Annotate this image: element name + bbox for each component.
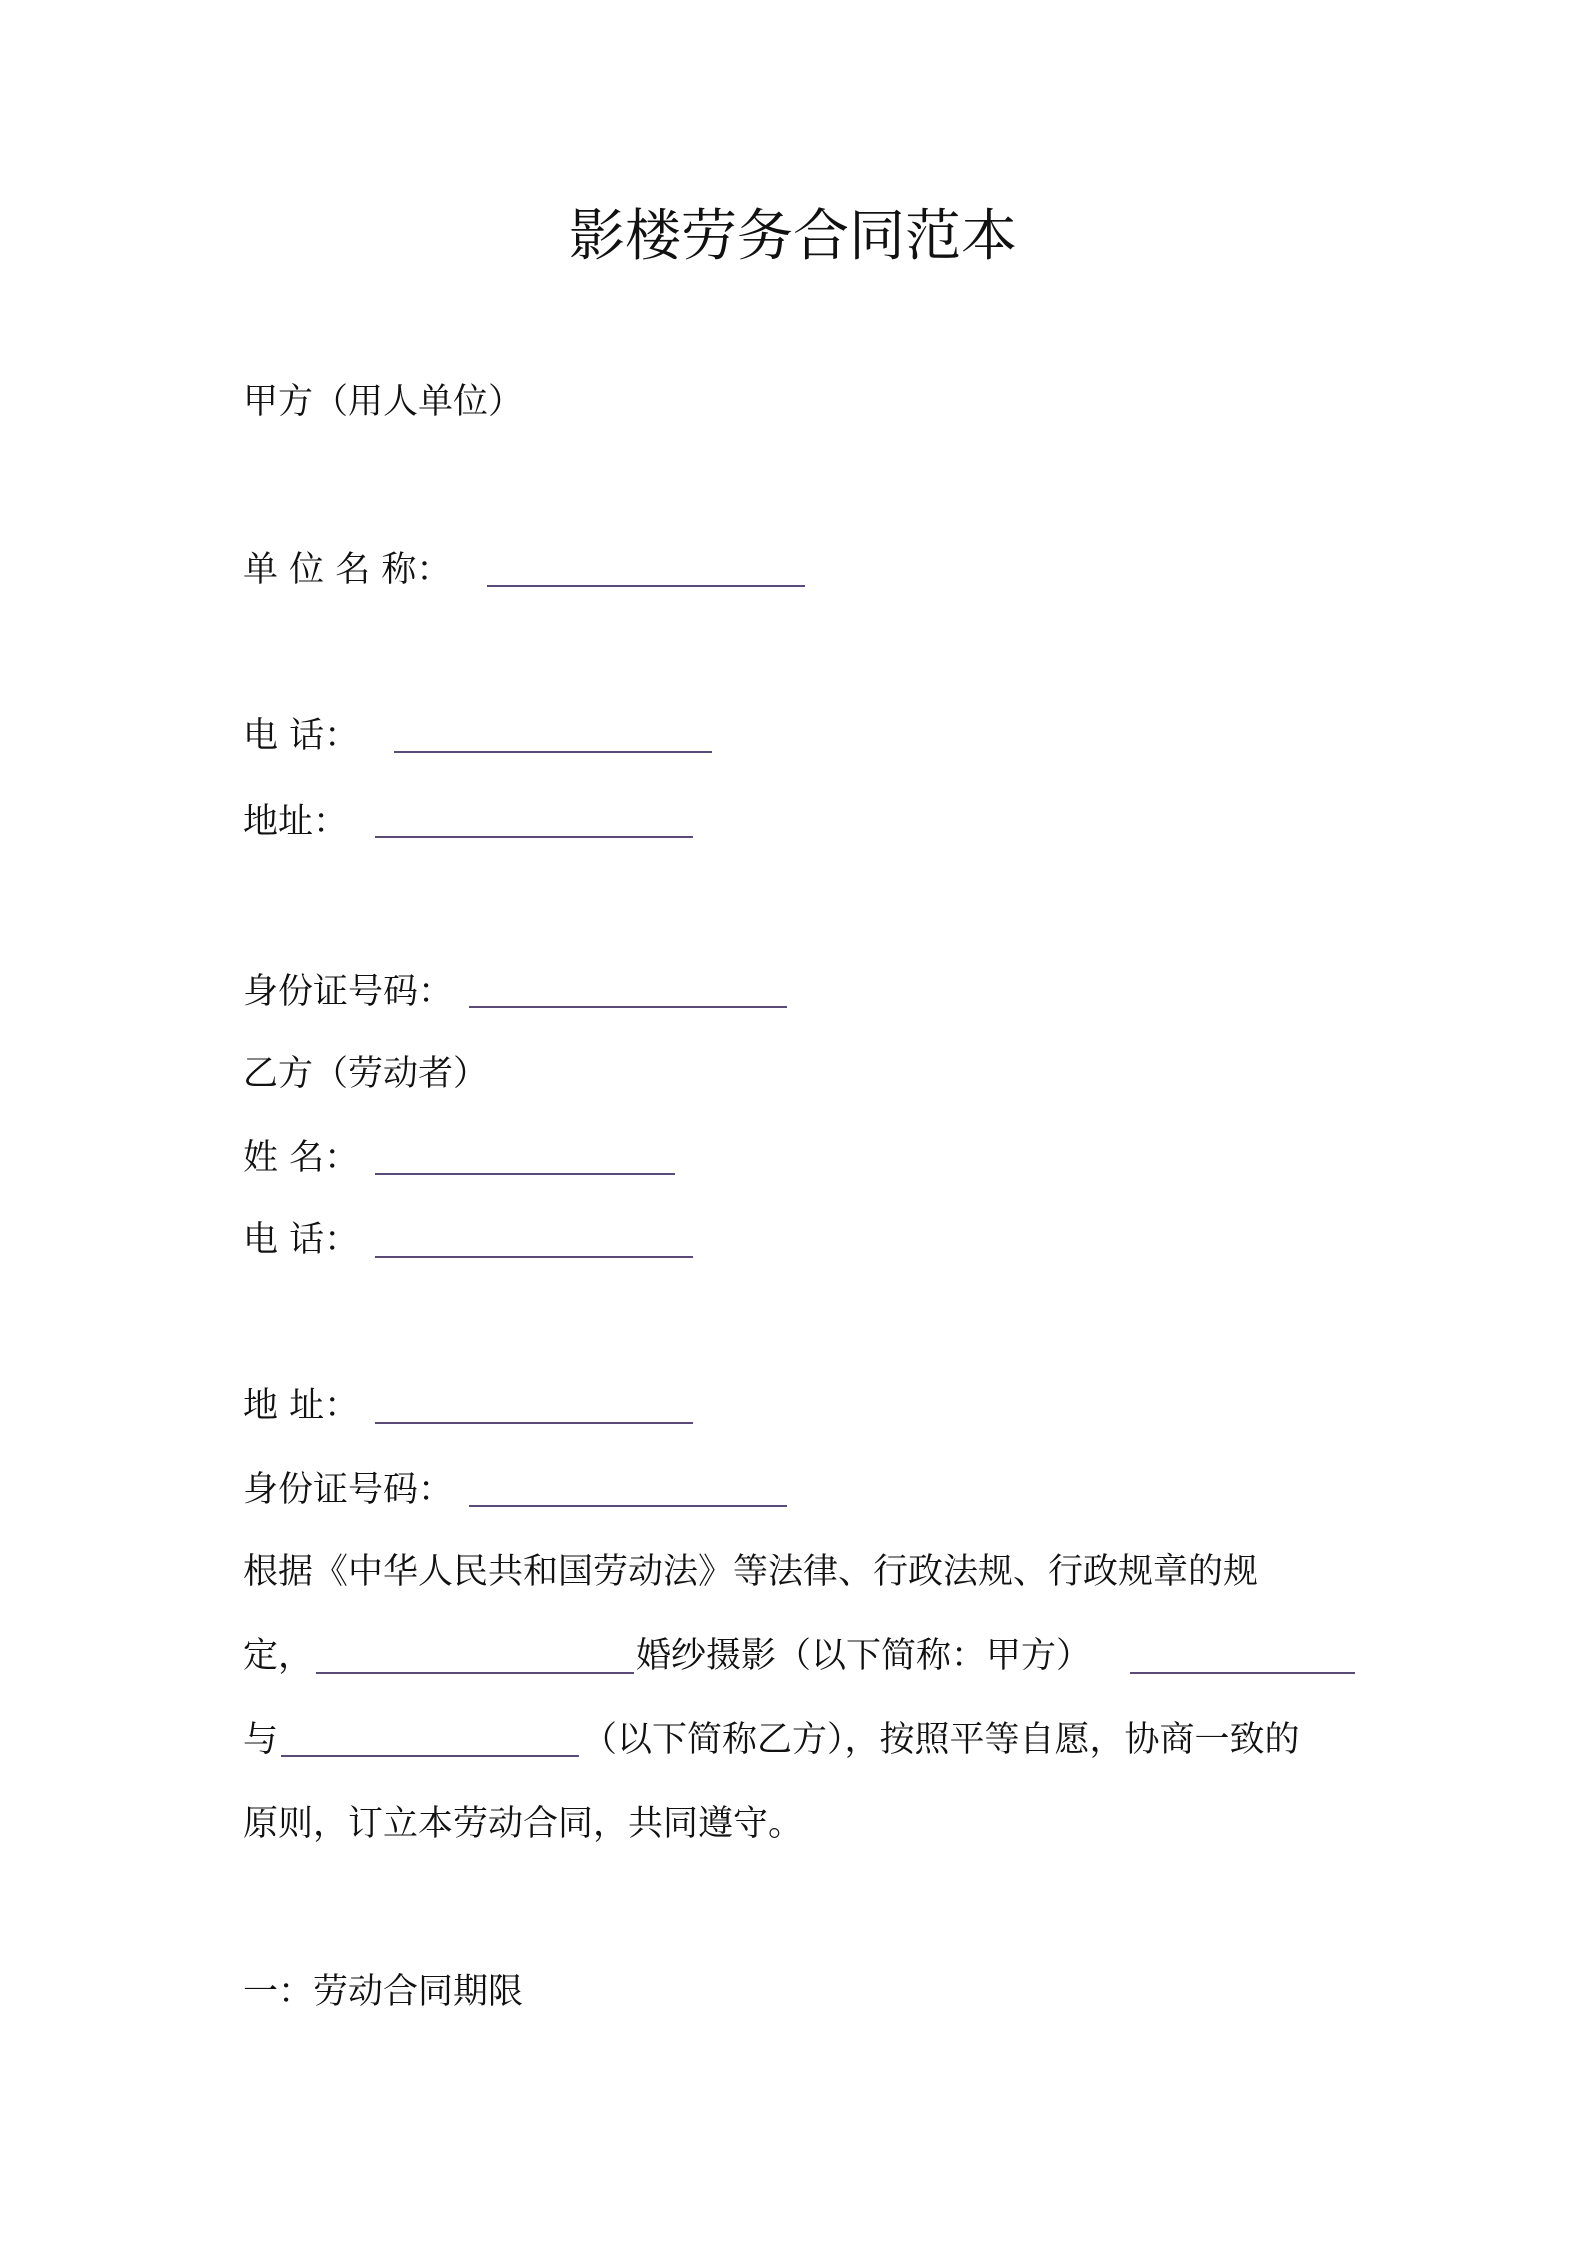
party-b-address-blank[interactable]: [375, 1422, 693, 1424]
party-b-phone-blank[interactable]: [375, 1256, 693, 1258]
unit-name-blank[interactable]: [487, 585, 805, 587]
party-a-id-label: 身份证号码：: [243, 972, 454, 1012]
intro-paragraph-line-1: 根据《中华人民共和国劳动法》等法律、行政法规、行政规章的规: [243, 1552, 1259, 1592]
party-a-heading: 甲方（用人单位）: [243, 382, 524, 422]
party-b-phone-label: 电 话：: [243, 1220, 360, 1260]
party-b-name-label: 姓 名：: [243, 1138, 360, 1178]
intro-paragraph-line-3-a: 与: [243, 1720, 279, 1760]
employer-name-blank[interactable]: [316, 1672, 634, 1674]
unit-name-label: 单 位 名 称：: [243, 550, 452, 590]
party-a-abbrev-blank[interactable]: [1130, 1672, 1355, 1674]
party-a-address-blank[interactable]: [375, 836, 693, 838]
party-b-heading: 乙方（劳动者）: [243, 1054, 489, 1094]
intro-paragraph-line-2-a: 定，: [243, 1636, 314, 1676]
party-a-id-blank[interactable]: [469, 1006, 787, 1008]
page-title: 影楼劳务合同范本: [569, 204, 1017, 269]
party-a-address-label: 地址：: [243, 802, 349, 842]
party-b-id-blank[interactable]: [469, 1505, 787, 1507]
party-b-name-blank[interactable]: [375, 1173, 675, 1175]
intro-paragraph-line-2-b: 婚纱摄影（以下简称：甲方）: [636, 1636, 1092, 1676]
party-b-address-label: 地 址：: [243, 1386, 360, 1426]
section-1-heading: 一：劳动合同期限: [243, 1972, 524, 2012]
intro-paragraph-line-3-b: （以下简称乙方），按照平等自愿，协商一致的: [582, 1720, 1300, 1760]
party-b-abbrev-blank[interactable]: [281, 1755, 579, 1757]
intro-paragraph-line-4: 原则，订立本劳动合同，共同遵守。: [243, 1804, 804, 1844]
party-a-phone-label: 电 话：: [243, 716, 360, 756]
party-a-phone-blank[interactable]: [394, 751, 712, 753]
party-b-id-label: 身份证号码：: [243, 1470, 454, 1510]
